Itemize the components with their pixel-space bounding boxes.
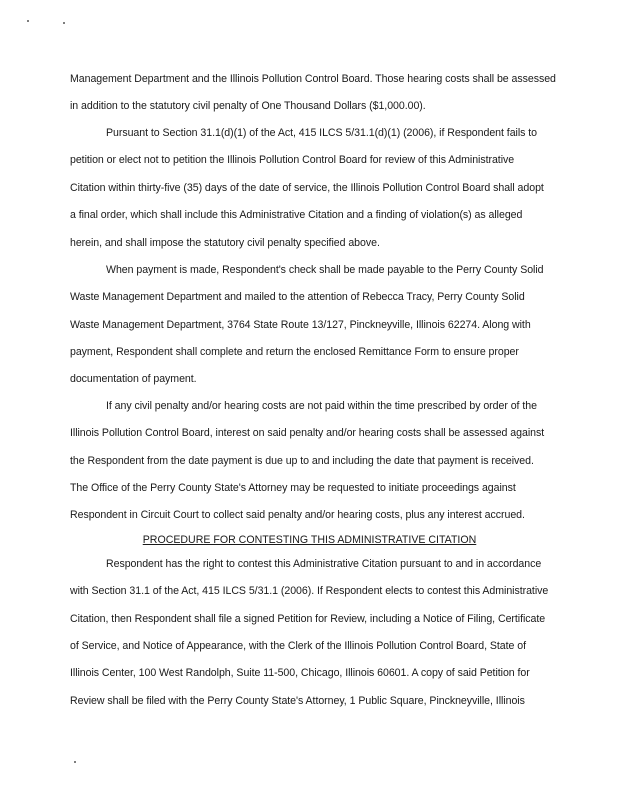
text-line: the Respondent from the date payment is due up to and including the date that payment is received. (70, 455, 534, 467)
text-line: Management Department and the Illinois Pollution Control Board. Those hearing costs shall be assessed (70, 73, 556, 85)
text-line: of Service, and Notice of Appearance, with the Clerk of the Illinois Pollution Control Board, State of (70, 640, 526, 652)
scan-speck (74, 761, 76, 763)
text-line: Citation within thirty-five (35) days of the date of service, the Illinois Pollution Control Board shall adopt (70, 182, 544, 194)
text-line: Review shall be filed with the Perry County State's Attorney, 1 Public Square, Pinckneyville, Illinois (70, 695, 525, 707)
scan-speck (27, 20, 29, 22)
scan-speck (63, 22, 65, 24)
text-line: When payment is made, Respondent's check shall be made payable to the Perry County Solid (106, 264, 544, 276)
text-line: documentation of payment. (70, 373, 197, 385)
text-line: Waste Management Department and mailed to the attention of Rebecca Tracy, Perry County Solid (70, 291, 525, 303)
text-line: If any civil penalty and/or hearing costs are not paid within the time prescribed by order of the (106, 400, 537, 412)
text-line: petition or elect not to petition the Illinois Pollution Control Board for review of this Administrative (70, 154, 515, 166)
text-line: Citation, then Respondent shall file a signed Petition for Review, including a Notice of Filing, Certificate (70, 613, 546, 625)
text-line: Waste Management Department, 3764 State Route 13/127, Pinckneyville, Illinois 62274. Along with (70, 319, 531, 331)
section-heading: PROCEDURE FOR CONTESTING THIS ADMINISTRATIVE CITATION (142, 534, 477, 546)
text-line: Pursuant to Section 31.1(d)(1) of the Act, 415 ILCS 5/31.1(d)(1) (2006), if Respondent fails to (106, 127, 538, 139)
text-line: The Office of the Perry County State's Attorney may be requested to initiate proceedings against (70, 482, 516, 494)
text-line: in addition to the statutory civil penalty of One Thousand Dollars ($1,000.00). (70, 100, 426, 112)
text-line: a final order, which shall include this Administrative Citation and a finding of violation(s) as alleged (70, 209, 523, 221)
text-line: herein, and shall impose the statutory civil penalty specified above. (70, 237, 380, 249)
text-line: Respondent in Circuit Court to collect said penalty and/or hearing costs, plus any interest accrued. (70, 509, 525, 521)
text-line: Respondent has the right to contest this Administrative Citation pursuant to and in accordance (106, 558, 542, 570)
text-line: Illinois Pollution Control Board, interest on said penalty and/or hearing costs shall be assessed against (70, 427, 545, 439)
text-line: payment, Respondent shall complete and return the enclosed Remittance Form to ensure proper (70, 346, 519, 358)
text-line: with Section 31.1 of the Act, 415 ILCS 5/31.1 (2006). If Respondent elects to contest this Administrative (70, 585, 549, 597)
text-line: Illinois Center, 100 West Randolph, Suite 11-500, Chicago, Illinois 60601. A copy of said Petition for (70, 667, 530, 679)
